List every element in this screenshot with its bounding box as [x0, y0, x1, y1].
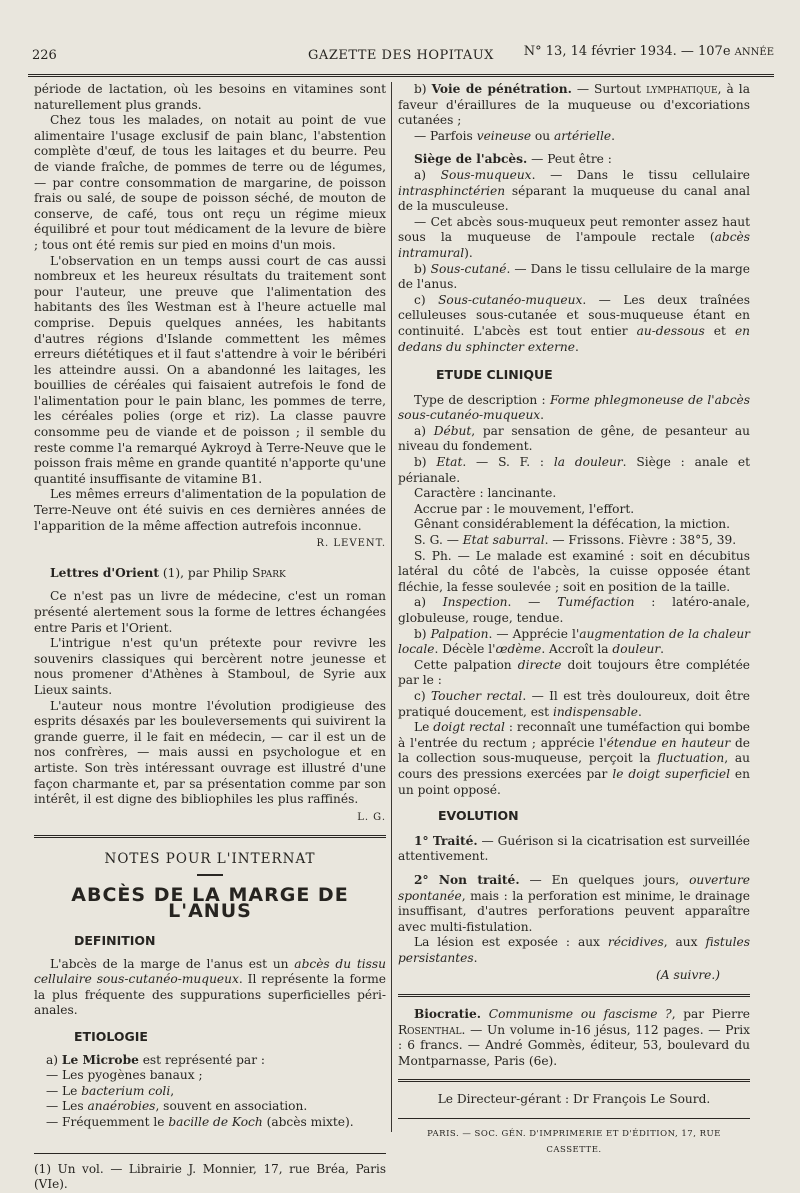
text: de la collection sous-muqueuse, perçoit la: [398, 735, 750, 766]
text: b): [414, 82, 432, 96]
list-item: [34, 1084, 386, 1100]
text: c): [414, 688, 431, 703]
paragraph: [398, 720, 750, 798]
spacer: [398, 144, 750, 152]
text: . — S. F. :: [462, 455, 554, 470]
text: : latéro-anale, globuleuse, rouge, tendue.: [398, 595, 750, 625]
list-item: [34, 1099, 386, 1115]
review-note: (1), par Philip: [162, 565, 249, 580]
text: La lésion est exposée : aux: [414, 935, 608, 950]
text: , mais : la perforation est minime, le drainage insuffisant, d'autres perforations peuvent apparaître avec multi-fistulation.: [398, 888, 750, 934]
text: . Décèle l': [434, 642, 496, 657]
text: séparant la muqueuse du canal anal de la musculeuse.: [398, 183, 750, 214]
text: — Guérison si la cicatrisation est surveillée attentivement.: [398, 833, 750, 864]
text-italic: doigt rectal: [433, 720, 505, 735]
text: , par sensation de gêne, de pesanteur au niveau du fondement.: [398, 423, 750, 454]
list-item: — Les pyogènes banaux ;: [46, 1068, 203, 1083]
issue-year-word: ANNÉE: [734, 47, 774, 58]
text: (abcès mixte).: [262, 1115, 354, 1130]
text: . — Les deux traînées celluleuses sous-cutanée et sous-muqueuse étant en continuité. L'abcès est tout entier: [398, 292, 750, 338]
review-author: Spark: [252, 565, 286, 580]
paragraph: [398, 935, 750, 966]
journal-title: GAZETTE DES HOPITAUX: [308, 48, 494, 63]
text-italic: Inspection: [442, 595, 508, 610]
text-italic: étendue en hauteur: [606, 735, 731, 750]
text-italic: au-dessous: [636, 323, 705, 338]
paragraph: Chez tous les malades, on notait au point de vue alimentaire l'usage exclusif de pain blanc, l'abstention complète d'œuf, de tous les laitages et du beurre. Peu de viande fraîche, de pommes de terre ou de légumes, — par contre consommation de margarine, de poisson frais ou salé, de soupe de poisson séché, de mouton de conserve, de café, tous ont reçu un régime mieux équilibré et pour tout médicament de la levure de bière ; tous ont été remis sur pied en moins d'un mois.: [34, 113, 386, 252]
text: est représenté par :: [138, 1052, 266, 1067]
paragraph: [398, 168, 750, 215]
header-rule: [28, 74, 774, 77]
list-item: [34, 1053, 386, 1069]
text: . —: [507, 595, 558, 610]
text: et: [704, 323, 735, 338]
notes-title: NOTES POUR L'INTERNAT: [104, 851, 316, 868]
text: , souvent en association.: [155, 1099, 308, 1114]
text-italic: abcès intramural: [398, 230, 750, 260]
paragraph: [398, 82, 750, 129]
page-header: [28, 42, 774, 72]
text: ou: [531, 128, 554, 143]
text-italic: fluctuation: [657, 751, 725, 766]
text-smallcaps: Rosenthal: [398, 1022, 462, 1037]
issue-info: [524, 44, 774, 59]
paragraph: [398, 834, 750, 865]
text: . — Dans le tissu cellulaire de la marge de l'anus.: [398, 261, 750, 292]
section-rule: [34, 835, 386, 838]
text-italic: Sous-cutané: [430, 261, 507, 276]
section-heading: ETIOLOGIE: [74, 1029, 148, 1045]
text: — Cet abcès sous-muqueux peut remonter assez haut sous la muqueuse de l'ampoule rectale (: [398, 214, 750, 245]
text-italic: Communisme ou fascisme ?: [481, 1007, 672, 1022]
paragraph: [398, 293, 750, 355]
paragraph: S. Ph. — Le malade est examiné : soit en décubitus latéral du côté de l'abcès, la cuisse opposée étant fléchie, la fesse soulevée ; soit en position de la taille.: [398, 548, 750, 594]
text: en un point opposé.: [398, 766, 750, 797]
text: . — Frissons. Fièvre : 38°5, 39.: [544, 533, 737, 548]
text: , aux: [663, 935, 706, 950]
paragraph: L'intrigue n'est qu'un prétexte pour revivre les souvenirs classiques qui bercèrent notre jeunesse et nous promener d'Athènes à Stamboul, de Syrie aux Lieux saints.: [34, 636, 386, 697]
paragraph: Les mêmes erreurs d'alimentation de la population de Terre-Neuve ont été suivis en ces dernières années de l'apparition de la même affection autrefois inconnue.: [34, 487, 386, 533]
text-italic: Tuméfaction: [557, 595, 635, 610]
continued-note: (A suivre.): [656, 968, 720, 983]
text: , au cours des pressions exercées par: [398, 751, 750, 781]
section-heading: EVOLUTION: [438, 808, 519, 824]
text-italic: abcès du tissu cellulaire sous-cutanéo-muqueux: [34, 956, 386, 987]
text: : reconnaît une tuméfaction qui bombe à l'entrée du rectum ; apprécie l': [398, 720, 750, 750]
text-italic: indispensable: [552, 704, 638, 719]
text: . Siège : anale et périanale.: [398, 455, 750, 485]
paragraph: [398, 873, 750, 935]
text: .: [637, 704, 642, 719]
paragraph: [398, 595, 750, 626]
text-italic: douleur: [612, 642, 661, 657]
text: .: [660, 642, 665, 657]
signature: R. LEVENT.: [316, 538, 386, 550]
article-title: ABCÈS DE LA MARGE DE L'ANUS: [71, 883, 349, 922]
definition-paragraph: [34, 957, 386, 1019]
text-bold: Voie de pénétration.: [431, 82, 572, 96]
paragraph: [398, 262, 750, 293]
text-italic: bacille de Koch: [168, 1115, 263, 1130]
paragraph: Accrue par : le mouvement, l'effort.: [414, 501, 635, 516]
text-italic: intrasphinctérien: [398, 183, 506, 198]
paragraph: [398, 658, 750, 689]
paragraph: [398, 689, 750, 720]
footer-rule: [398, 1118, 750, 1119]
director-line: Le Directeur-gérant : Dr François Le Sourd.: [437, 1092, 711, 1107]
printer-line: PARIS. — SOC. GÉN. D'IMPRIMERIE ET D'ÉDITION, 17, RUE CASSETTE.: [427, 1129, 721, 1155]
text: Type de description :: [414, 392, 550, 407]
paragraph: [398, 455, 750, 486]
text-bold: Siège de l'abcès.: [414, 152, 528, 167]
text-italic: Sous-cutanéo-muqueux: [438, 292, 583, 307]
title-bar: [197, 874, 223, 876]
section-rule: [398, 1079, 750, 1082]
paragraph: L'observation en un temps aussi court de cas aussi nombreux et les heureux résultats du traitement sont pour l'auteur, une preuve que l'alimentation des habitants des îles Westman est à l'heure actuelle mal comprise. Depuis quelques années, les habitants d'autres régions d'Islande commettent les mêmes erreurs diététiques et il faut s'attendre à voir le béribéri les atteindre aussi. On a abandonné les laitages, les bouillies de céréales qui faisaient autrefois le fond de l'alimentation pour le pain blanc, les pommes de terre, les céréales polies (orge et riz). La classe pauvre consomme peu de viande et de poisson ; il semble du reste comme l'a remarqué Aykroyd à Terre-Neuve que le poisson frais même en grande quantité n'apporte qu'une quantité insuffisante de vitamine B1.: [34, 253, 386, 486]
right-column: [398, 82, 750, 1158]
book-notice: [398, 1007, 750, 1069]
text: — Les: [46, 1099, 88, 1114]
text-italic: la douleur: [553, 455, 623, 470]
text: , à la faveur d'éraillures de la muqueuse ou d'excoriations cutanées ;: [398, 82, 750, 128]
text: .: [574, 339, 579, 354]
text-italic: récidives: [607, 935, 664, 950]
text: — Parfois: [414, 128, 477, 143]
list-item: [34, 1115, 386, 1131]
text-smallcaps: lymphatique: [646, 82, 718, 96]
text-italic: fistules persistantes: [398, 935, 750, 965]
footnote: (1) Un vol. — Librairie J. Monnier, 17, rue Bréa, Paris (VIe).: [34, 1161, 386, 1192]
left-column: [34, 82, 386, 1193]
text-bold: 1° Traité.: [414, 833, 478, 848]
text: — Fréquemment le: [46, 1115, 169, 1130]
footnote-rule: [34, 1153, 386, 1154]
text: . Il représente la forme la plus fréquente des suppurations superficielles péri-anales.: [34, 972, 386, 1018]
text: c): [414, 292, 439, 307]
section-heading: DEFINITION: [74, 933, 156, 949]
text-italic: Palpation: [430, 626, 489, 641]
text-italic: directe: [517, 657, 562, 672]
paragraph: période de lactation, où les besoins en vitamines sont naturellement plus grands.: [34, 82, 386, 112]
section-heading: ETUDE CLINIQUE: [436, 367, 553, 383]
text: Cette palpation: [414, 657, 518, 672]
text-italic: le doigt superficiel: [612, 766, 730, 781]
issue-date: N° 13, 14 février 1934. — 107e: [523, 44, 731, 59]
paragraph: [398, 424, 750, 455]
signature: L. G.: [357, 811, 386, 823]
text: doit toujours être complétée par le :: [398, 657, 751, 688]
review-title: Lettres d'Orient: [50, 565, 160, 580]
text: b): [414, 626, 431, 641]
text-italic: veineuse: [476, 128, 532, 143]
text: . — Dans le tissu cellulaire: [531, 167, 750, 182]
spacer: [34, 581, 386, 589]
paragraph: Gênant considérablement la défécation, la miction.: [414, 517, 731, 532]
text-bold: 2° Non traité.: [414, 872, 520, 887]
text-italic: bacterium coli: [81, 1083, 171, 1098]
paragraph: Ce n'est pas un livre de médecine, c'est un roman présenté alertement sous la forme de lettres échangées entre Paris et l'Orient.: [34, 589, 386, 635]
paragraph: [398, 129, 750, 145]
text: — Surtout: [571, 82, 647, 96]
paragraph: [398, 533, 750, 549]
paragraph: [398, 393, 750, 424]
text: a): [414, 167, 441, 182]
text: b): [414, 455, 437, 470]
text: a): [414, 595, 443, 610]
text: .: [540, 408, 545, 423]
text: .: [611, 128, 616, 143]
paragraph: [398, 152, 750, 168]
text-italic: Etat: [436, 455, 463, 470]
column-divider: [391, 82, 392, 1132]
text: b): [414, 261, 431, 276]
paragraph: [398, 215, 750, 262]
text: .: [473, 950, 478, 965]
text: . — Un volume in-16 jésus, 112 pages. — Prix : 6 francs. — André Gommès, éditeur, 53, boulevard du Montparnasse, Paris (6e).: [398, 1022, 750, 1068]
text: — Le: [46, 1083, 82, 1098]
text: . — Apprécie l': [488, 626, 580, 641]
text: ,: [170, 1083, 175, 1098]
text-italic: artérielle: [554, 128, 612, 143]
text: ).: [464, 245, 473, 260]
paragraph: L'auteur nous montre l'évolution prodigieuse des esprits désaxés par les bouleversements qui suivirent la grande guerre, il le fait en médecin, — car il est un de nos confrères, — mais aussi en psychologue et en artiste. Son très intéressant ouvrage est illustré d'une façon charmante et, par sa présentation comme par son intérêt, il est digne des bibliophiles les plus raffinés.: [34, 698, 386, 807]
text: S. G. —: [414, 533, 463, 548]
text: , par Pierre: [671, 1007, 750, 1022]
text: L'abcès de la marge de l'anus est un: [50, 956, 295, 971]
section-rule: [398, 994, 750, 997]
text-italic: anaérobies: [87, 1099, 156, 1114]
text: — Peut être :: [527, 152, 612, 167]
text-bold: Biocratie.: [414, 1007, 482, 1022]
text-italic: ouverture spontanée: [398, 872, 750, 903]
paragraph: [398, 627, 750, 658]
paragraph: Caractère : lancinante.: [414, 486, 557, 501]
text-italic: Début: [433, 423, 472, 438]
text: . — Il est très douloureux, doit être pratiqué doucement, est: [398, 688, 750, 719]
text: a): [46, 1052, 62, 1067]
text-italic: Etat saburral: [462, 533, 545, 548]
text-italic: Forme phlegmoneuse de l'abcès sous-cutanéo-muqueux: [398, 392, 750, 423]
text-italic: en dedans du sphincter externe: [398, 323, 751, 354]
review-heading: [34, 566, 386, 582]
spacer: [398, 865, 750, 873]
text: Le: [414, 720, 434, 735]
text-italic: Sous-muqueux: [440, 167, 532, 182]
text-italic: augmentation de la chaleur locale: [398, 626, 751, 657]
text: . Accroît la: [541, 642, 613, 657]
text-bold: Le Microbe: [61, 1052, 139, 1067]
page-number: 226: [32, 48, 57, 63]
text: — En quelques jours,: [519, 872, 690, 887]
text: a): [414, 423, 434, 438]
text-italic: œdème: [495, 642, 542, 657]
text-italic: Toucher rectal: [430, 688, 523, 703]
